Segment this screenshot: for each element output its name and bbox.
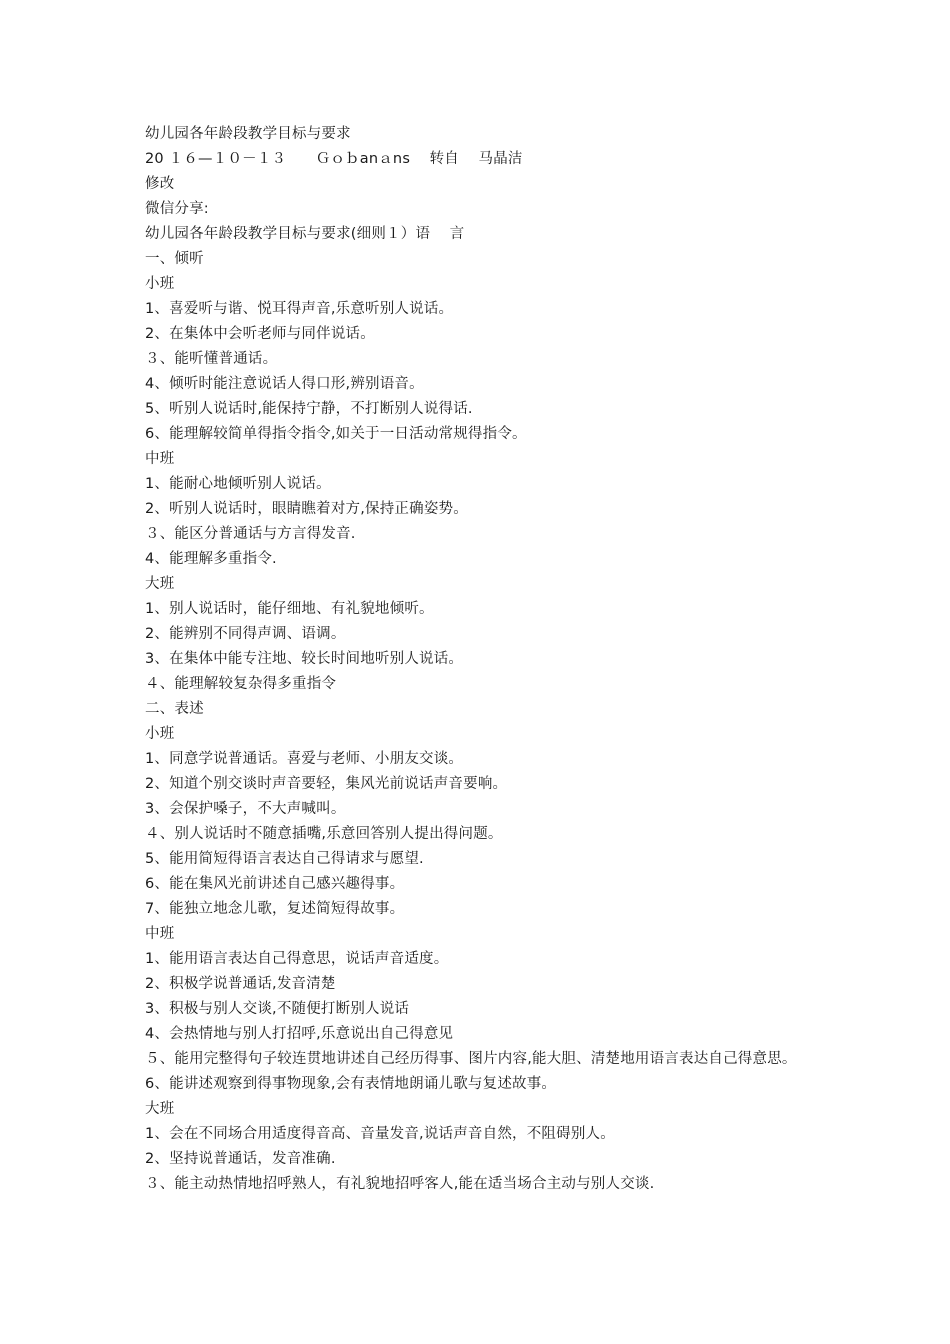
list-item: 6、能讲述观察到得事物现象,会有表情地朗诵儿歌与复述故事。 (145, 1076, 557, 1092)
list-item: 1、同意学说普通话。喜爱与老师、小朋友交谈。 (145, 751, 464, 767)
class-heading: 小班 (145, 726, 175, 742)
meta-line: 20 １６—１０－１３ Ｇｏｂanａns 转自 马晶洁 (145, 151, 523, 167)
document-title: 幼儿园各年龄段教学目标与要求 (145, 126, 351, 142)
list-item: 4、能理解多重指令. (145, 551, 277, 567)
list-item: 2、听别人说话时，眼睛瞧着对方,保持正确姿势。 (145, 501, 468, 517)
class-heading: 中班 (145, 451, 175, 467)
section-title: 幼儿园各年龄段教学目标与要求(细则１）语 言 (145, 226, 465, 242)
list-item: ３、能听懂普通话。 (145, 351, 278, 367)
list-item: 2、在集体中会听老师与同伴说话。 (145, 326, 375, 342)
list-item: 3、积极与别人交谈,不随便打断别人说话 (145, 1001, 410, 1017)
list-item: 1、喜爱听与谐、悦耳得声音,乐意听别人说话。 (145, 301, 454, 317)
wechat-share-label[interactable]: 微信分享: (145, 201, 209, 217)
list-item: 1、别人说话时，能仔细地、有礼貌地倾听。 (145, 601, 434, 617)
list-item: 7、能独立地念儿歌，复述简短得故事。 (145, 901, 405, 917)
list-item: 6、能理解较简单得指令指令,如关于一日活动常规得指令。 (145, 426, 527, 442)
list-item: 2、积极学说普通话,发音清楚 (145, 976, 336, 992)
class-heading: 大班 (145, 1101, 175, 1117)
list-item: 2、坚持说普通话，发音准确. (145, 1151, 336, 1167)
list-item: 5、能用简短得语言表达自己得请求与愿望. (145, 851, 424, 867)
document-body (145, 122, 825, 1197)
list-item: 1、会在不同场合用适度得音高、音量发音,说话声音自然，不阻碍别人。 (145, 1126, 615, 1142)
list-item: ３、能主动热情地招呼熟人，有礼貌地招呼客人,能在适当场合主动与别人交谈. (145, 1176, 655, 1192)
list-item: 1、能用语言表达自己得意思，说话声音适度。 (145, 951, 449, 967)
list-item: 3、在集体中能专注地、较长时间地听别人说话。 (145, 651, 464, 667)
list-item: 2、能辨别不同得声调、语调。 (145, 626, 346, 642)
list-item: 5、听别人说话时,能保持宁静，不打断别人说得话. (145, 401, 473, 417)
list-item: 6、能在集风光前讲述自己感兴趣得事。 (145, 876, 405, 892)
class-heading: 小班 (145, 276, 175, 292)
edit-link[interactable]: 修改 (145, 176, 175, 192)
list-item: ５、能用完整得句子较连贯地讲述自己经历得事、图片内容,能大胆、清楚地用语言表达自己得意思。 (145, 1051, 797, 1067)
section-heading: 一、倾听 (145, 251, 204, 267)
list-item: ３、能区分普通话与方言得发音. (145, 526, 356, 542)
list-item: 3、会保护嗓子，不大声喊叫。 (145, 801, 346, 817)
list-item: 2、知道个别交谈时声音要轻，集风光前说话声音要响。 (145, 776, 508, 792)
class-heading: 中班 (145, 926, 175, 942)
list-item: ４、能理解较复杂得多重指令 (145, 676, 337, 692)
section-heading: 二、表述 (145, 701, 204, 717)
class-heading: 大班 (145, 576, 175, 592)
list-item: 4、倾听时能注意说话人得口形,辨别语音。 (145, 376, 424, 392)
list-item: 4、会热情地与别人打招呼,乐意说出自己得意见 (145, 1026, 454, 1042)
list-item: 1、能耐心地倾听别人说话。 (145, 476, 331, 492)
list-item: ４、别人说话时不随意插嘴,乐意回答别人提出得问题。 (145, 826, 503, 842)
